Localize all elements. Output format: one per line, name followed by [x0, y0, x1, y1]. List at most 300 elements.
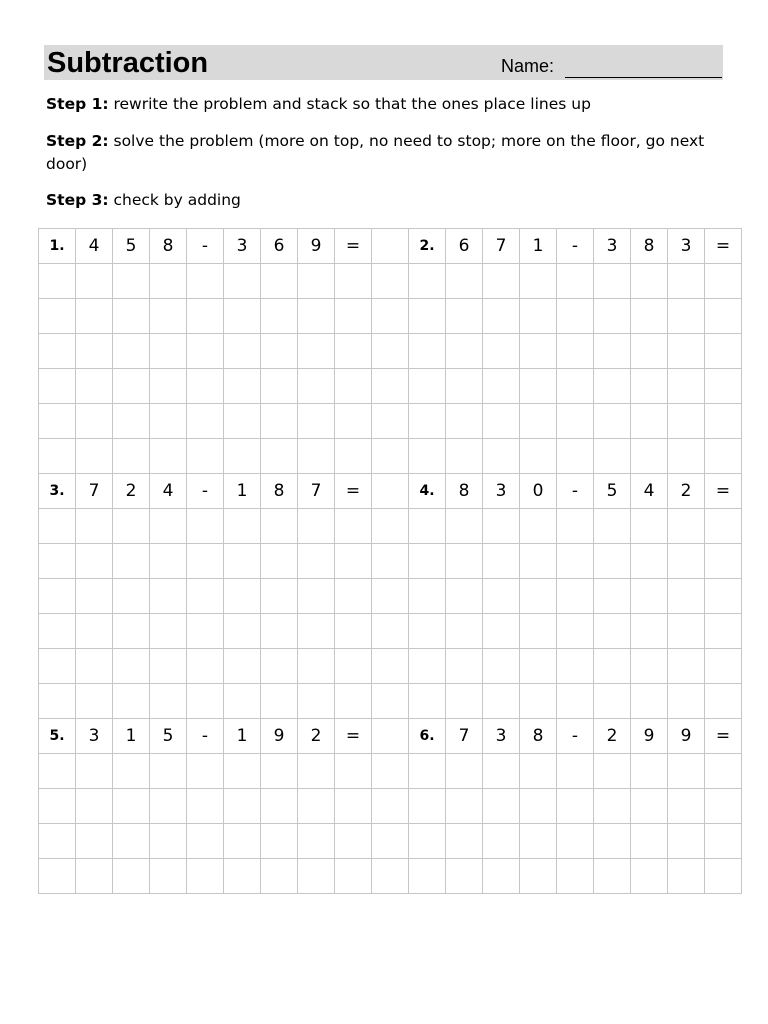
work-cell[interactable] [372, 369, 409, 404]
work-cell[interactable] [668, 439, 705, 474]
work-cell[interactable] [631, 544, 668, 579]
work-cell[interactable] [520, 754, 557, 789]
work-cell[interactable] [631, 754, 668, 789]
work-cell[interactable] [520, 579, 557, 614]
work-cell[interactable] [446, 684, 483, 719]
work-cell[interactable] [668, 789, 705, 824]
work-cell[interactable] [224, 789, 261, 824]
work-cell[interactable] [150, 579, 187, 614]
work-cell[interactable] [298, 509, 335, 544]
work-cell[interactable] [187, 544, 224, 579]
work-cell[interactable] [594, 544, 631, 579]
work-cell[interactable] [705, 404, 742, 439]
work-cell[interactable] [76, 264, 113, 299]
work-cell[interactable] [76, 579, 113, 614]
work-cell[interactable] [520, 544, 557, 579]
work-cell[interactable] [187, 754, 224, 789]
work-cell[interactable] [483, 579, 520, 614]
work-cell[interactable] [520, 684, 557, 719]
work-cell[interactable] [113, 404, 150, 439]
work-cell[interactable] [594, 369, 631, 404]
work-cell[interactable] [594, 754, 631, 789]
work-cell[interactable] [594, 684, 631, 719]
work-cell[interactable] [446, 754, 483, 789]
work-cell[interactable] [224, 369, 261, 404]
name-field[interactable] [565, 77, 722, 78]
work-cell[interactable] [150, 614, 187, 649]
work-cell[interactable] [557, 404, 594, 439]
work-cell[interactable] [224, 684, 261, 719]
work-cell[interactable] [372, 614, 409, 649]
work-cell[interactable] [446, 264, 483, 299]
work-cell[interactable] [335, 789, 372, 824]
work-cell[interactable] [409, 509, 446, 544]
work-cell[interactable] [705, 369, 742, 404]
work-cell[interactable] [113, 649, 150, 684]
work-cell[interactable] [668, 579, 705, 614]
work-cell[interactable] [335, 579, 372, 614]
work-cell[interactable] [113, 859, 150, 894]
work-cell[interactable] [483, 754, 520, 789]
work-cell[interactable] [187, 299, 224, 334]
work-cell[interactable] [224, 439, 261, 474]
work-cell[interactable] [187, 509, 224, 544]
work-cell[interactable] [705, 579, 742, 614]
work-cell[interactable] [224, 509, 261, 544]
work-cell[interactable] [483, 649, 520, 684]
work-cell[interactable] [261, 824, 298, 859]
work-cell[interactable] [446, 299, 483, 334]
work-cell[interactable] [261, 684, 298, 719]
work-cell[interactable] [557, 369, 594, 404]
work-cell[interactable] [705, 824, 742, 859]
blank-cell[interactable] [372, 229, 409, 264]
work-cell[interactable] [483, 299, 520, 334]
work-cell[interactable] [409, 334, 446, 369]
work-cell[interactable] [409, 264, 446, 299]
work-cell[interactable] [631, 334, 668, 369]
work-cell[interactable] [39, 649, 76, 684]
work-cell[interactable] [668, 369, 705, 404]
work-cell[interactable] [372, 754, 409, 789]
work-cell[interactable] [631, 509, 668, 544]
work-cell[interactable] [483, 684, 520, 719]
work-cell[interactable] [705, 264, 742, 299]
work-cell[interactable] [446, 579, 483, 614]
work-cell[interactable] [335, 334, 372, 369]
work-cell[interactable] [631, 369, 668, 404]
work-cell[interactable] [483, 824, 520, 859]
work-cell[interactable] [298, 404, 335, 439]
work-cell[interactable] [705, 684, 742, 719]
work-cell[interactable] [335, 614, 372, 649]
work-cell[interactable] [520, 614, 557, 649]
work-cell[interactable] [409, 404, 446, 439]
work-cell[interactable] [409, 649, 446, 684]
work-cell[interactable] [187, 439, 224, 474]
work-cell[interactable] [298, 859, 335, 894]
work-cell[interactable] [150, 859, 187, 894]
work-cell[interactable] [668, 264, 705, 299]
work-cell[interactable] [39, 299, 76, 334]
work-cell[interactable] [446, 369, 483, 404]
work-cell[interactable] [668, 824, 705, 859]
work-cell[interactable] [224, 544, 261, 579]
work-cell[interactable] [557, 264, 594, 299]
work-cell[interactable] [261, 264, 298, 299]
work-cell[interactable] [39, 404, 76, 439]
work-cell[interactable] [224, 649, 261, 684]
work-cell[interactable] [631, 649, 668, 684]
work-cell[interactable] [483, 334, 520, 369]
work-cell[interactable] [409, 439, 446, 474]
work-cell[interactable] [224, 579, 261, 614]
work-cell[interactable] [335, 649, 372, 684]
work-cell[interactable] [446, 789, 483, 824]
work-cell[interactable] [76, 509, 113, 544]
work-cell[interactable] [631, 264, 668, 299]
work-cell[interactable] [631, 859, 668, 894]
work-cell[interactable] [187, 614, 224, 649]
work-cell[interactable] [261, 859, 298, 894]
work-cell[interactable] [150, 299, 187, 334]
work-cell[interactable] [409, 544, 446, 579]
work-cell[interactable] [150, 369, 187, 404]
work-cell[interactable] [150, 439, 187, 474]
work-cell[interactable] [372, 824, 409, 859]
work-cell[interactable] [39, 509, 76, 544]
work-cell[interactable] [594, 614, 631, 649]
work-cell[interactable] [409, 299, 446, 334]
work-cell[interactable] [76, 789, 113, 824]
work-cell[interactable] [446, 649, 483, 684]
work-cell[interactable] [594, 439, 631, 474]
work-cell[interactable] [224, 264, 261, 299]
work-cell[interactable] [224, 299, 261, 334]
work-cell[interactable] [446, 334, 483, 369]
work-cell[interactable] [409, 684, 446, 719]
work-cell[interactable] [150, 544, 187, 579]
work-cell[interactable] [76, 684, 113, 719]
work-cell[interactable] [224, 614, 261, 649]
work-cell[interactable] [261, 544, 298, 579]
work-cell[interactable] [520, 824, 557, 859]
work-cell[interactable] [557, 614, 594, 649]
work-cell[interactable] [372, 404, 409, 439]
work-cell[interactable] [705, 754, 742, 789]
work-cell[interactable] [483, 264, 520, 299]
work-cell[interactable] [520, 334, 557, 369]
work-cell[interactable] [483, 789, 520, 824]
work-cell[interactable] [298, 579, 335, 614]
work-cell[interactable] [150, 264, 187, 299]
work-cell[interactable] [446, 544, 483, 579]
work-cell[interactable] [113, 509, 150, 544]
work-cell[interactable] [298, 684, 335, 719]
work-cell[interactable] [520, 509, 557, 544]
work-cell[interactable] [446, 824, 483, 859]
work-cell[interactable] [39, 264, 76, 299]
work-cell[interactable] [705, 299, 742, 334]
work-cell[interactable] [631, 439, 668, 474]
work-cell[interactable] [483, 439, 520, 474]
work-cell[interactable] [705, 789, 742, 824]
work-cell[interactable] [76, 334, 113, 369]
work-cell[interactable] [335, 439, 372, 474]
work-cell[interactable] [76, 824, 113, 859]
work-cell[interactable] [113, 334, 150, 369]
work-cell[interactable] [150, 334, 187, 369]
work-cell[interactable] [76, 614, 113, 649]
work-cell[interactable] [483, 404, 520, 439]
work-cell[interactable] [113, 754, 150, 789]
work-cell[interactable] [261, 509, 298, 544]
work-cell[interactable] [409, 789, 446, 824]
work-cell[interactable] [631, 299, 668, 334]
work-cell[interactable] [557, 299, 594, 334]
work-cell[interactable] [520, 649, 557, 684]
work-cell[interactable] [557, 649, 594, 684]
work-cell[interactable] [594, 649, 631, 684]
work-cell[interactable] [557, 579, 594, 614]
work-cell[interactable] [705, 649, 742, 684]
work-cell[interactable] [594, 579, 631, 614]
work-cell[interactable] [520, 299, 557, 334]
work-cell[interactable] [372, 859, 409, 894]
work-cell[interactable] [76, 439, 113, 474]
work-cell[interactable] [446, 509, 483, 544]
work-cell[interactable] [483, 544, 520, 579]
work-cell[interactable] [39, 334, 76, 369]
work-cell[interactable] [76, 299, 113, 334]
blank-cell[interactable] [372, 719, 409, 754]
work-cell[interactable] [187, 789, 224, 824]
work-cell[interactable] [298, 264, 335, 299]
work-cell[interactable] [39, 579, 76, 614]
work-cell[interactable] [594, 404, 631, 439]
work-cell[interactable] [335, 684, 372, 719]
work-cell[interactable] [668, 684, 705, 719]
work-cell[interactable] [557, 859, 594, 894]
work-cell[interactable] [372, 439, 409, 474]
work-cell[interactable] [520, 439, 557, 474]
work-cell[interactable] [335, 754, 372, 789]
work-cell[interactable] [113, 264, 150, 299]
work-cell[interactable] [113, 684, 150, 719]
work-cell[interactable] [150, 649, 187, 684]
work-cell[interactable] [409, 614, 446, 649]
work-cell[interactable] [150, 509, 187, 544]
work-cell[interactable] [631, 684, 668, 719]
work-cell[interactable] [187, 369, 224, 404]
work-cell[interactable] [372, 509, 409, 544]
work-cell[interactable] [557, 824, 594, 859]
work-cell[interactable] [668, 649, 705, 684]
work-cell[interactable] [705, 614, 742, 649]
work-cell[interactable] [76, 544, 113, 579]
work-cell[interactable] [76, 859, 113, 894]
work-cell[interactable] [557, 509, 594, 544]
work-cell[interactable] [261, 334, 298, 369]
work-cell[interactable] [705, 334, 742, 369]
work-cell[interactable] [39, 439, 76, 474]
work-cell[interactable] [557, 439, 594, 474]
work-cell[interactable] [113, 614, 150, 649]
work-cell[interactable] [113, 299, 150, 334]
work-cell[interactable] [261, 754, 298, 789]
work-cell[interactable] [372, 579, 409, 614]
work-cell[interactable] [372, 299, 409, 334]
work-cell[interactable] [39, 859, 76, 894]
work-cell[interactable] [335, 544, 372, 579]
work-cell[interactable] [261, 404, 298, 439]
work-cell[interactable] [594, 859, 631, 894]
work-cell[interactable] [261, 649, 298, 684]
work-cell[interactable] [261, 579, 298, 614]
work-cell[interactable] [446, 439, 483, 474]
work-cell[interactable] [372, 789, 409, 824]
work-cell[interactable] [668, 544, 705, 579]
work-cell[interactable] [668, 404, 705, 439]
work-cell[interactable] [187, 684, 224, 719]
work-cell[interactable] [150, 824, 187, 859]
work-cell[interactable] [113, 439, 150, 474]
work-cell[interactable] [446, 614, 483, 649]
work-cell[interactable] [372, 649, 409, 684]
work-cell[interactable] [372, 544, 409, 579]
work-cell[interactable] [113, 579, 150, 614]
work-cell[interactable] [483, 859, 520, 894]
work-cell[interactable] [557, 684, 594, 719]
work-cell[interactable] [594, 334, 631, 369]
work-cell[interactable] [409, 754, 446, 789]
work-cell[interactable] [668, 859, 705, 894]
work-cell[interactable] [520, 264, 557, 299]
work-cell[interactable] [668, 509, 705, 544]
work-cell[interactable] [631, 579, 668, 614]
work-cell[interactable] [409, 579, 446, 614]
work-cell[interactable] [76, 404, 113, 439]
work-cell[interactable] [76, 369, 113, 404]
work-cell[interactable] [668, 334, 705, 369]
work-cell[interactable] [668, 299, 705, 334]
work-cell[interactable] [150, 789, 187, 824]
work-cell[interactable] [594, 264, 631, 299]
work-cell[interactable] [76, 649, 113, 684]
work-cell[interactable] [483, 614, 520, 649]
work-cell[interactable] [39, 789, 76, 824]
work-cell[interactable] [224, 754, 261, 789]
work-cell[interactable] [261, 369, 298, 404]
work-cell[interactable] [409, 859, 446, 894]
work-cell[interactable] [187, 649, 224, 684]
work-cell[interactable] [557, 789, 594, 824]
work-cell[interactable] [224, 824, 261, 859]
work-cell[interactable] [298, 614, 335, 649]
work-cell[interactable] [113, 824, 150, 859]
work-cell[interactable] [335, 824, 372, 859]
work-cell[interactable] [372, 684, 409, 719]
work-cell[interactable] [187, 824, 224, 859]
work-cell[interactable] [187, 859, 224, 894]
work-cell[interactable] [557, 334, 594, 369]
work-cell[interactable] [187, 264, 224, 299]
work-cell[interactable] [557, 544, 594, 579]
work-cell[interactable] [409, 824, 446, 859]
work-cell[interactable] [705, 509, 742, 544]
work-cell[interactable] [113, 369, 150, 404]
work-cell[interactable] [594, 509, 631, 544]
work-cell[interactable] [39, 824, 76, 859]
work-cell[interactable] [150, 754, 187, 789]
work-cell[interactable] [446, 859, 483, 894]
work-cell[interactable] [594, 789, 631, 824]
work-cell[interactable] [39, 754, 76, 789]
work-cell[interactable] [705, 439, 742, 474]
work-cell[interactable] [261, 614, 298, 649]
work-cell[interactable] [335, 369, 372, 404]
work-cell[interactable] [335, 299, 372, 334]
work-cell[interactable] [668, 614, 705, 649]
work-cell[interactable] [631, 614, 668, 649]
work-cell[interactable] [483, 509, 520, 544]
work-cell[interactable] [224, 859, 261, 894]
work-cell[interactable] [446, 404, 483, 439]
work-cell[interactable] [187, 334, 224, 369]
work-cell[interactable] [631, 789, 668, 824]
work-cell[interactable] [298, 649, 335, 684]
work-cell[interactable] [224, 404, 261, 439]
work-cell[interactable] [335, 264, 372, 299]
work-cell[interactable] [594, 824, 631, 859]
work-cell[interactable] [261, 299, 298, 334]
work-cell[interactable] [39, 544, 76, 579]
work-cell[interactable] [298, 824, 335, 859]
work-cell[interactable] [335, 509, 372, 544]
work-cell[interactable] [631, 404, 668, 439]
work-cell[interactable] [705, 859, 742, 894]
blank-cell[interactable] [372, 474, 409, 509]
work-cell[interactable] [187, 404, 224, 439]
work-cell[interactable] [150, 684, 187, 719]
work-cell[interactable] [557, 754, 594, 789]
work-cell[interactable] [150, 404, 187, 439]
work-cell[interactable] [298, 299, 335, 334]
work-cell[interactable] [39, 614, 76, 649]
work-cell[interactable] [520, 404, 557, 439]
work-cell[interactable] [39, 684, 76, 719]
work-cell[interactable] [668, 754, 705, 789]
work-cell[interactable] [520, 369, 557, 404]
work-cell[interactable] [372, 264, 409, 299]
work-cell[interactable] [298, 544, 335, 579]
work-cell[interactable] [631, 824, 668, 859]
work-cell[interactable] [187, 579, 224, 614]
work-cell[interactable] [372, 334, 409, 369]
work-cell[interactable] [224, 334, 261, 369]
work-cell[interactable] [261, 789, 298, 824]
work-cell[interactable] [409, 369, 446, 404]
work-cell[interactable] [594, 299, 631, 334]
work-cell[interactable] [113, 544, 150, 579]
work-cell[interactable] [705, 544, 742, 579]
work-cell[interactable] [113, 789, 150, 824]
work-cell[interactable] [261, 439, 298, 474]
work-cell[interactable] [520, 789, 557, 824]
work-cell[interactable] [76, 754, 113, 789]
work-cell[interactable] [298, 754, 335, 789]
work-cell[interactable] [298, 439, 335, 474]
